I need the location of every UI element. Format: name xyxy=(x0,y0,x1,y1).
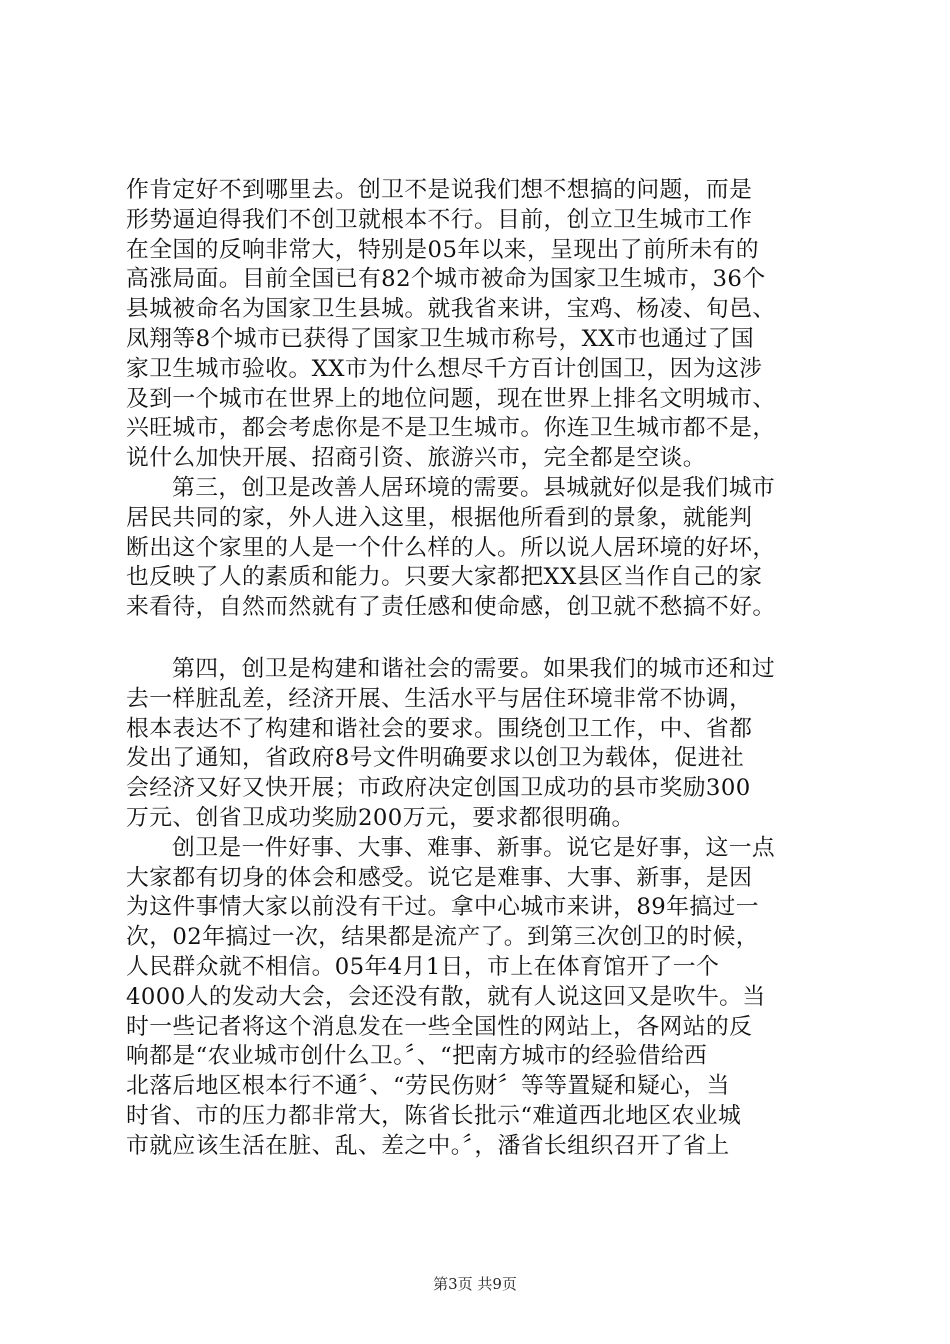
paragraph-3 xyxy=(126,655,826,834)
text-line: 作肯定好不到哪里去。创卫不是说我们想不想搞的问题，而是 xyxy=(126,177,753,203)
text-line: 也反映了人的素质和能力。只要大家都把XX县区当作自己的家 xyxy=(126,564,763,591)
text-line: 北落后地区根本行不通〞、“劳民伤财〞等等置疑和疑心，当 xyxy=(126,1073,730,1100)
text-line: 4000人的发动大会，会还没有散，就有人说这回又是吹牛。当 xyxy=(126,983,766,1010)
text-line: 形势逼迫得我们不创卫就根本不行。目前，创立卫生城市工作 xyxy=(126,206,753,233)
text-line: 市就应该生活在脏、乱、差之中。〞，潘省长组织召开了省上 xyxy=(126,1132,730,1159)
page-number: 第3页 共9页 xyxy=(433,1275,517,1293)
text-line: 家卫生城市验收。XX市为什么想尽千方百计创国卫，因为这涉 xyxy=(126,355,763,382)
text-line: 及到一个城市在世界上的地位问题，现在世界上排名文明城市、 xyxy=(126,385,776,412)
text-line: 根本表达不了构建和谐社会的要求。围绕创卫工作，中、省都 xyxy=(126,715,753,742)
text-line: 时省、市的压力都非常大，陈省长批示“难道西北地区农业城 xyxy=(126,1102,742,1129)
page-footer xyxy=(0,1273,950,1294)
text-line: 第四，创卫是构建和谐社会的需要。如果我们的城市还和过 xyxy=(172,655,776,682)
text-line: 居民共同的家，外人进入这里，根据他所看到的景象，就能判 xyxy=(126,504,753,531)
text-line: 大家都有切身的体会和感受。说它是难事、大事、新事，是因 xyxy=(126,864,753,891)
text-line: 会经济又好又快开展；市政府决定创国卫成功的县市奖励300 xyxy=(126,775,751,802)
text-line: 在全国的反响非常大，特别是05年以来，呈现出了前所未有的 xyxy=(126,236,759,263)
text-line: 说什么加快开展、招商引资、旅游兴市，完全都是空谈。 xyxy=(126,445,706,472)
text-line: 来看待，自然而然就有了责任感和使命感，创卫就不愁搞不好。 xyxy=(126,594,776,621)
text-line: 高涨局面。目前全国已有82个城市被命为国家卫生城市，36个 xyxy=(126,266,766,293)
text-line: 为这件事情大家以前没有干过。拿中心城市来讲，89年搞过一 xyxy=(126,894,759,921)
text-line: 万元、创省卫成功奖励200万元，要求都很明确。 xyxy=(126,804,635,831)
text-line: 第三，创卫是改善人居环境的需要。县城就好似是我们城市 xyxy=(172,474,776,501)
paragraph-4 xyxy=(126,834,826,1162)
text-line: 时一些记者将这个消息发在一些全国性的网站上，各网站的反 xyxy=(126,1013,753,1040)
text-line: 响都是“农业城市创什么卫。〞、“把南方城市的经验借给西 xyxy=(126,1043,708,1070)
text-line: 去一样脏乱差，经济开展、生活水平与居住环境非常不协调， xyxy=(126,685,753,712)
text-line: 次，02年搞过一次，结果都是流产了。到第三次创卫的时候， xyxy=(126,924,759,951)
text-line: 断出这个家里的人是一个什么样的人。所以说人居环境的好坏， xyxy=(126,534,776,561)
text-line: 创卫是一件好事、大事、难事、新事。说它是好事，这一点 xyxy=(172,834,776,861)
paragraph-gap xyxy=(126,623,826,655)
text-line: 凤翔等8个城市已获得了国家卫生城市称号，XX市也通过了国 xyxy=(126,325,755,352)
paragraph-1 xyxy=(126,176,826,474)
text-line: 人民群众就不相信。05年4月1日，市上在体育馆开了一个 xyxy=(126,953,720,980)
text-line: 县城被命名为国家卫生县城。就我省来讲，宝鸡、杨凌、旬邑、 xyxy=(126,296,776,323)
paragraph-2 xyxy=(126,474,826,623)
text-line: 兴旺城市，都会考虑你是不是卫生城市。你连卫生城市都不是， xyxy=(126,415,776,442)
document-body xyxy=(126,176,826,1162)
text-line: 发出了通知，省政府8号文件明确要求以创卫为载体，促进社 xyxy=(126,745,745,772)
